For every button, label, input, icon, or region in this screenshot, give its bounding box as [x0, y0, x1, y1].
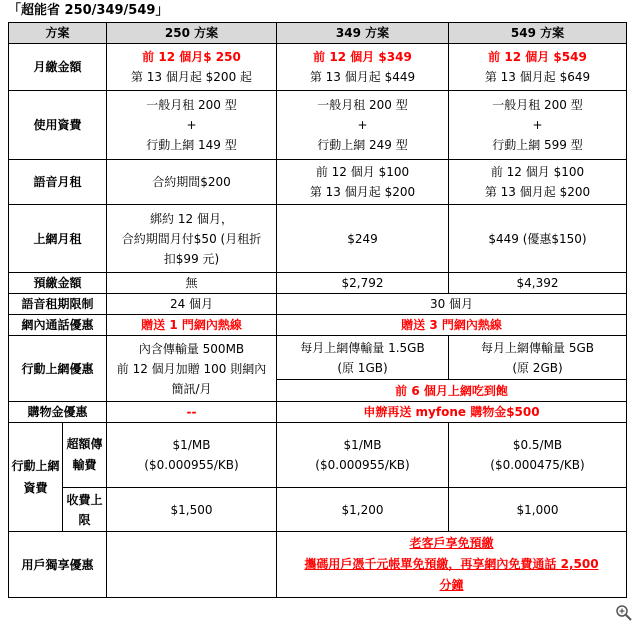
monthly-250-first: 前 12 個月$ 250 [142, 50, 241, 64]
label-data-rent: 上網月租 [9, 205, 107, 273]
usage-250-plus: + [186, 118, 197, 132]
row-data-rent [9, 205, 627, 273]
over-250-line2: ($0.000955/KB) [144, 458, 239, 472]
usage-250-line1: 一般月租 200 型 [146, 98, 237, 112]
label-mobile-rate: 行動上網資費 [9, 423, 63, 532]
cell-voice-250: 合約期間$200 [107, 160, 277, 205]
row-mobile-data-a [9, 336, 627, 380]
label-shopping: 購物金優惠 [9, 402, 107, 423]
cell-usage-250 [107, 91, 277, 160]
row-onnet [9, 315, 627, 336]
label-cap: 收費上限 [63, 488, 107, 532]
header-scheme: 方案 [9, 23, 107, 44]
label-onnet: 網內通話優惠 [9, 315, 107, 336]
row-voice-period [9, 294, 627, 315]
row-monthly-fee [9, 44, 627, 91]
cell-exclusive-250 [107, 532, 277, 598]
cell-cap-250: $1,500 [107, 488, 277, 532]
cell-period-349-549: 30 個月 [277, 294, 627, 315]
exclusive-line3: 分鐘 [439, 578, 464, 592]
row-usage-fee [9, 91, 627, 160]
monthly-349-after: 第 13 個月起 $449 [309, 70, 416, 84]
cell-data-250 [107, 205, 277, 273]
monthly-549-first: 前 12 個月 $549 [488, 50, 587, 64]
cell-exclusive-349-549 [277, 532, 627, 598]
header-plan-549: 549 方案 [449, 23, 627, 44]
label-prepay: 預繳金額 [9, 273, 107, 294]
usage-250-line3: 行動上網 149 型 [146, 138, 237, 152]
row-prepay [9, 273, 627, 294]
usage-349-plus: + [357, 118, 368, 132]
row-overage [9, 423, 627, 488]
cell-usage-349 [277, 91, 449, 160]
cell-prepay-349: $2,792 [277, 273, 449, 294]
cell-onnet-250: 贈送 1 門網內熱線 [107, 315, 277, 336]
page-title: 「超能省 250/349/549」 [8, 3, 169, 18]
cell-monthly-250 [107, 44, 277, 91]
cell-mobile-349 [277, 336, 449, 380]
exclusive-line1: 老客戶享免預繳 [409, 536, 494, 550]
cell-voice-349 [277, 160, 449, 205]
cell-cap-349: $1,200 [277, 488, 449, 532]
mobile-549-line2: (原 2GB) [512, 360, 563, 375]
plan-comparison-table [8, 22, 627, 598]
label-mobile-data: 行動上網優惠 [9, 336, 107, 402]
label-overage: 超額傳輸費 [63, 423, 107, 488]
voice-549-line1: 前 12 個月 $100 [490, 165, 585, 179]
cell-shopping-349-549: 申辦再送 myfone 購物金$500 [277, 402, 627, 423]
usage-549-line3: 行動上網 599 型 [492, 138, 583, 152]
usage-549-line1: 一般月租 200 型 [492, 98, 583, 112]
voice-549-line2: 第 13 個月起 $200 [484, 185, 591, 199]
cell-mobile-bonus: 前 6 個月上網吃到飽 [277, 380, 627, 402]
cell-data-349: $249 [277, 205, 449, 273]
label-voice-period: 語音租期限制 [9, 294, 107, 315]
cell-over-549 [449, 423, 627, 488]
label-voice-rent: 語音月租 [9, 160, 107, 205]
row-cap [9, 488, 627, 532]
cell-shopping-250: -- [107, 402, 277, 423]
usage-349-line1: 一般月租 200 型 [317, 98, 408, 112]
zoom-icon[interactable] [615, 604, 633, 622]
row-voice-rent [9, 160, 627, 205]
cell-mobile-250 [107, 336, 277, 402]
cell-usage-549 [449, 91, 627, 160]
cell-prepay-250: 無 [107, 273, 277, 294]
over-250-line1: $1/MB [172, 438, 211, 452]
cell-data-549: $449 (優惠$150) [449, 205, 627, 273]
cell-monthly-549 [449, 44, 627, 91]
mobile-349-line2: (原 1GB) [337, 360, 388, 375]
label-exclusive: 用戶獨享優惠 [9, 532, 107, 598]
label-monthly-fee: 月繳金額 [9, 44, 107, 91]
monthly-250-after: 第 13 個月起 $200 起 [130, 70, 253, 84]
cell-over-349 [277, 423, 449, 488]
voice-349-line2: 第 13 個月起 $200 [309, 185, 416, 199]
over-349-line2: ($0.000955/KB) [315, 458, 410, 472]
row-shopping [9, 402, 627, 423]
cell-voice-549 [449, 160, 627, 205]
row-exclusive [9, 532, 627, 598]
cell-period-250: 24 個月 [107, 294, 277, 315]
cell-monthly-349 [277, 44, 449, 91]
exclusive-line2: 攜碼用戶憑千元帳單免預繳，再享網內免費通話 2,500 [304, 557, 599, 571]
data-250-line2: 合約期間月付$50 (月租折 [121, 231, 262, 246]
over-549-line2: ($0.000475/KB) [490, 458, 585, 472]
over-349-line1: $1/MB [343, 438, 382, 452]
cell-prepay-549: $4,392 [449, 273, 627, 294]
monthly-349-first: 前 12 個月 $349 [313, 50, 412, 64]
monthly-549-after: 第 13 個月起 $649 [484, 70, 591, 84]
usage-349-line3: 行動上網 249 型 [317, 138, 408, 152]
mobile-250-line3: 簡訊/月 [171, 381, 212, 396]
header-plan-349: 349 方案 [277, 23, 449, 44]
data-250-line3: 扣$99 元) [163, 251, 220, 266]
cell-mobile-549 [449, 336, 627, 380]
mobile-549-line1: 每月上網傳輸量 5GB [481, 340, 594, 355]
label-usage-fee: 使用資費 [9, 91, 107, 160]
data-250-line1: 綁約 12 個月， [150, 211, 233, 226]
cell-onnet-349-549: 贈送 3 門網內熱線 [277, 315, 627, 336]
cell-over-250 [107, 423, 277, 488]
mobile-250-line2: 前 12 個月加贈 100 則網內 [116, 361, 267, 376]
header-row [9, 23, 627, 44]
header-plan-250: 250 方案 [107, 23, 277, 44]
mobile-349-line1: 每月上網傳輸量 1.5GB [300, 340, 425, 355]
usage-549-plus: + [532, 118, 543, 132]
cell-cap-549: $1,000 [449, 488, 627, 532]
voice-349-line1: 前 12 個月 $100 [315, 165, 410, 179]
over-549-line1: $0.5/MB [512, 438, 563, 452]
mobile-250-line1: 內含傳輸量 500MB [138, 341, 245, 356]
